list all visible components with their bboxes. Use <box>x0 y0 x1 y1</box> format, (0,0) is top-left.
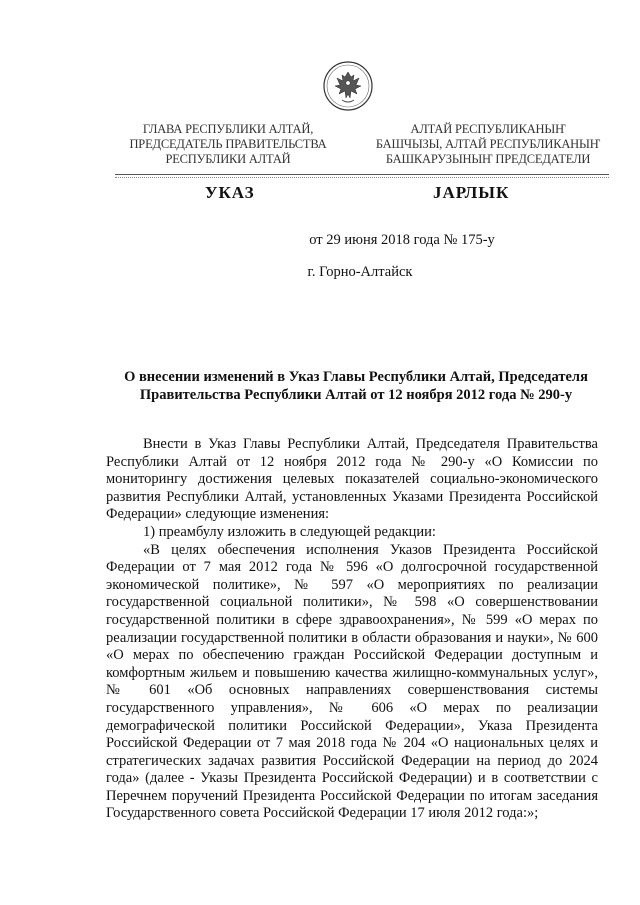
header-right-line: АЛТАЙ РЕСПУБЛИКАНЫҤ <box>410 122 566 136</box>
header-left-block <box>128 122 328 167</box>
decree-subject: О внесении изменений в Указ Главы Республики Алтай, Председателя Правительства Республики Алтай от 12 ноября 2012 года № 290-у <box>124 369 588 403</box>
header-right-line: БАШКАРУЗЫНЫҤ ПРЕДСЕДАТЕЛИ <box>385 152 591 166</box>
decree-date-number: от 29 июня 2018 года № 175-у <box>309 232 495 248</box>
header-divider <box>115 174 609 175</box>
header-right-line: БАШЧЫЗЫ, АЛТАЙ РЕСПУБЛИКАНЫҤ <box>375 137 601 151</box>
decree-body <box>106 436 598 823</box>
header-right-block <box>362 122 614 167</box>
body-paragraph: Внести в Указ Главы Республики Алтай, Председателя Правительства Республики Алтай от 12 ноября 2012 года № 290-у «О Комиссии по мониторингу достижения целевых показателей социально-экономического развития Республики Алтай, установленных Указами Президента Российской Федерации» следующие изменения: <box>106 436 598 523</box>
document-type-title: УКАЗ <box>205 183 255 202</box>
coat-of-arms-icon <box>322 60 374 112</box>
header-divider-dotted <box>115 177 609 178</box>
decree-city: г. Горно-Алтайск <box>307 264 413 280</box>
header-left-line: ГЛАВА РЕСПУБЛИКИ АЛТАЙ, <box>142 122 314 136</box>
header-left-line: ПРЕДСЕДАТЕЛЬ ПРАВИТЕЛЬСТВА <box>129 137 327 151</box>
body-paragraph: «В целях обеспечения исполнения Указов Президента Российской Федерации от 7 мая 2012 года № 596 «О долгосрочной государственной экономической политике», № 597 «О мероприятиях по реализации государственной социальной политики», № 598 «О совершенствовании государственной политики в сфере здравоохранения», № 599 «О мерах по реализации государственной политики в области образования и науки», № 600 «О мерах по обеспечению граждан Российской Федерации доступным и комфортным жильем и повышению качества жилищно-коммунальных услуг», № 601 «Об основных направлениях совершенствования системы государственного управления», № 606 «О мерах по реализации демографической политики Российской Федерации», Указа Президента Российской Федерации от 7 мая 2018 года № 204 «О национальных целях и стратегических задачах развития Российской Федерации на период до 2024 года» (далее - Указы Президента Российской Федерации) и в соответствии с Перечнем поручений Президента Российской Федерации по итогам заседания Государственного совета Российской Федерации 17 июля 2012 года:»; <box>106 541 598 822</box>
header-left-line: РЕСПУБЛИКИ АЛТАЙ <box>165 152 291 166</box>
body-item: 1) преамбулу изложить в следующей редакции: <box>143 523 436 540</box>
document-type-title-altai: JАРЛЫК <box>433 183 510 202</box>
